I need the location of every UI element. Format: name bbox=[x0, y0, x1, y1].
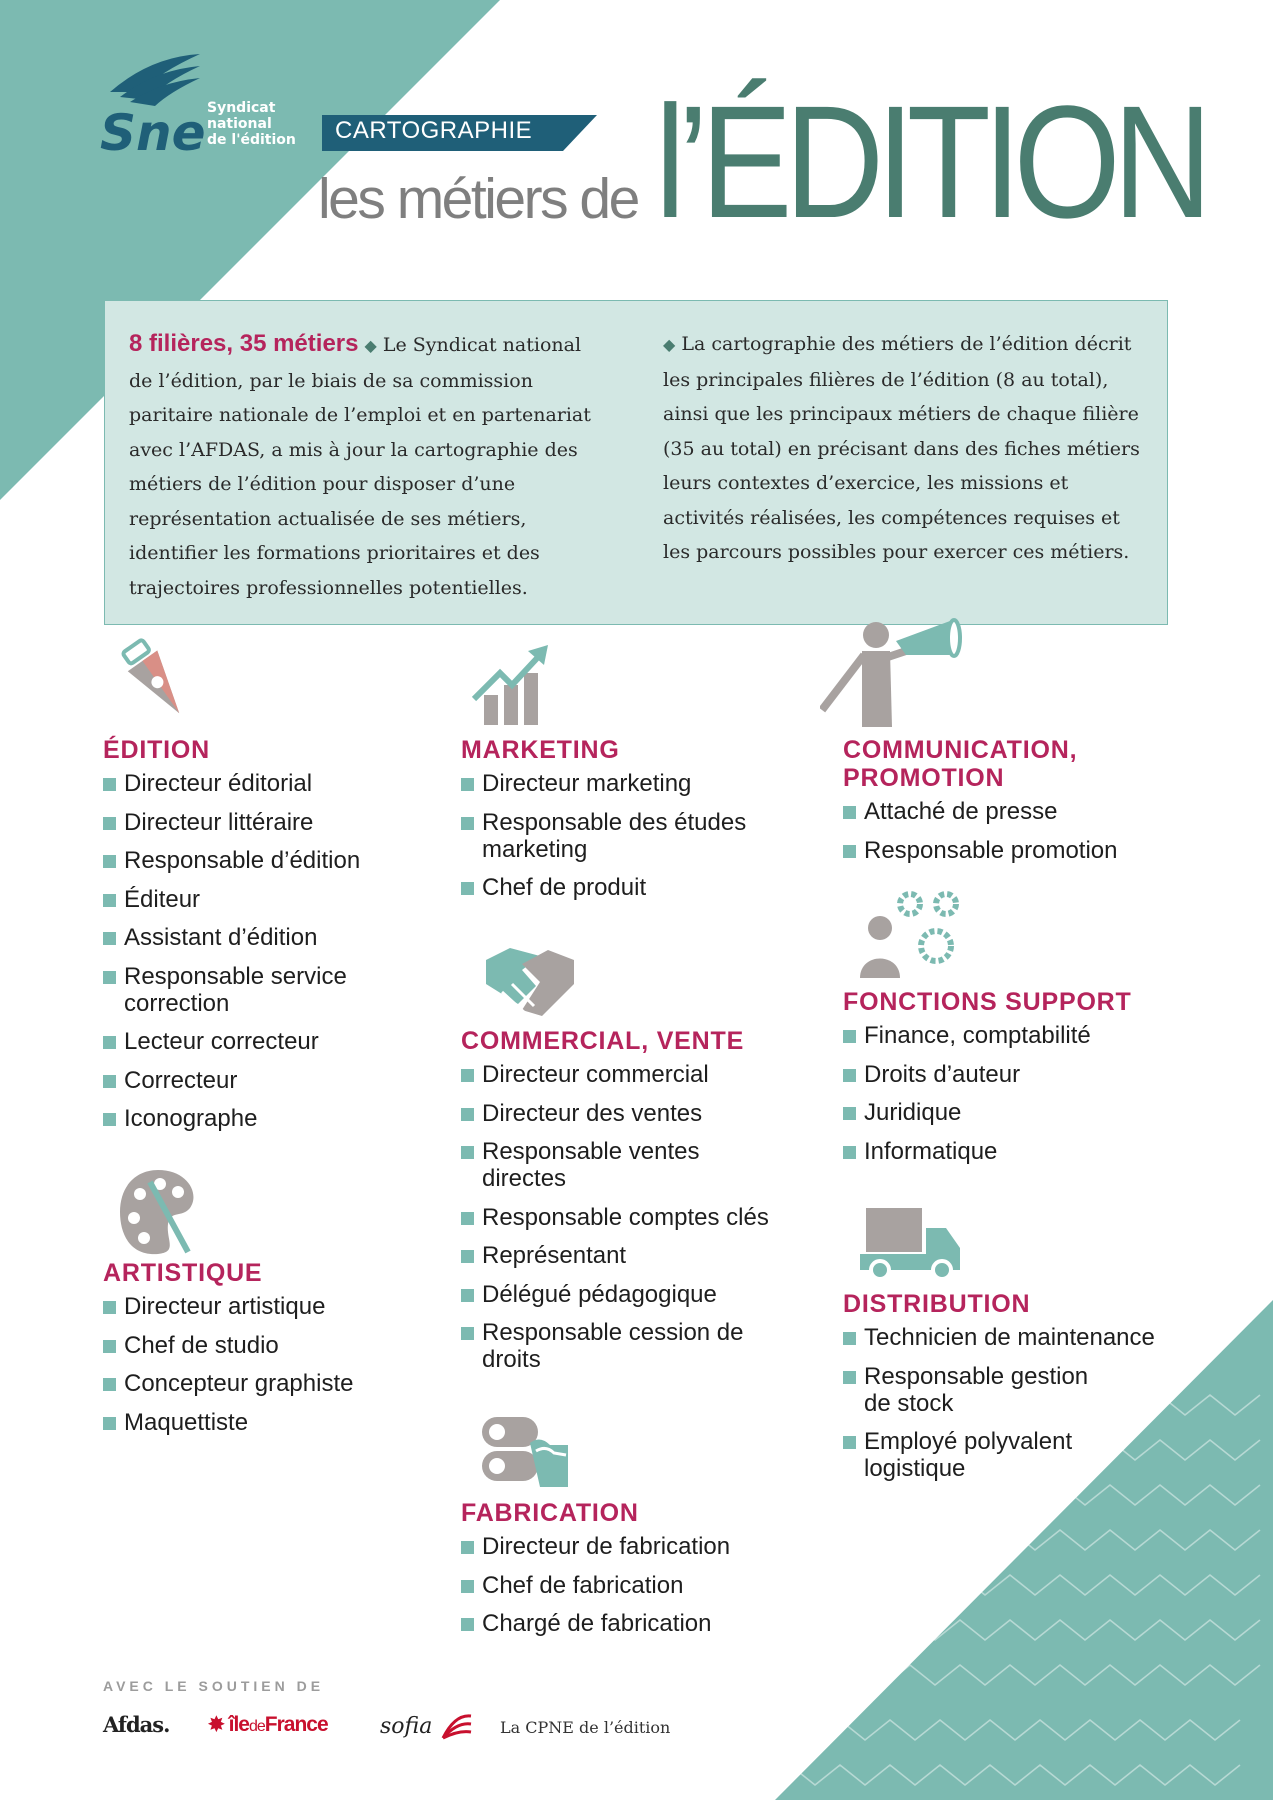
list-item: Responsable service correction bbox=[103, 963, 374, 1017]
list-item: Responsable promotion bbox=[843, 837, 1143, 864]
category-title: COMMERCIAL, VENTE bbox=[461, 1027, 745, 1055]
logo-mark-text: Sne bbox=[100, 104, 206, 162]
list-item: Lecteur correcteur bbox=[103, 1028, 433, 1055]
category-commercial bbox=[461, 1027, 801, 1385]
list-item: Finance, comptabilité bbox=[843, 1022, 1143, 1049]
handshake-icon bbox=[482, 940, 578, 1020]
category-communication bbox=[843, 736, 1143, 875]
list-item: Directeur marketing bbox=[461, 770, 801, 797]
list-item: Directeur littéraire bbox=[103, 809, 433, 836]
category-title: ARTISTIQUE bbox=[103, 1259, 263, 1287]
logo-line: de l'édition bbox=[207, 132, 296, 148]
intro-right bbox=[663, 327, 1143, 570]
logo-text bbox=[207, 100, 307, 148]
job-list bbox=[103, 1293, 433, 1436]
list-item: Informatique bbox=[843, 1138, 1143, 1165]
list-item: Responsable comptes clés bbox=[461, 1204, 801, 1231]
list-item: Chef de produit bbox=[461, 874, 801, 901]
truck-icon bbox=[860, 1208, 964, 1280]
intro-left-text: Le Syndicat national de l’édition, par le biais de sa commission paritaire nationale de l’emploi et en partenariat avec l’AFDAS, a mis à jour la cartographie des métiers de l’édition pour disposer d’une représentation actualisée de ses métiers, identifier les formations prioritaires et des trajectoires professionnelles potentielles. bbox=[129, 334, 591, 599]
category-title: FABRICATION bbox=[461, 1499, 639, 1527]
list-item: Iconographe bbox=[103, 1105, 433, 1132]
intro-right-text: La cartographie des métiers de l’édition décrit les principales filières de l’édition (8 au total), ainsi que les principaux métiers de chaque filière (35 au total) en précisant dans des fiches métiers leurs contextes d’exercice, les missions et activités réalisées, les compétences requises et les parcours possibles pour exercer ces métiers. bbox=[663, 333, 1140, 563]
logo-line: national bbox=[207, 116, 272, 132]
ile-de-france-logo bbox=[208, 1712, 328, 1737]
job-list bbox=[461, 770, 801, 901]
star-icon: ✸ bbox=[208, 1714, 224, 1736]
list-item: Correcteur bbox=[103, 1067, 433, 1094]
logo-line: Syndicat bbox=[207, 100, 276, 116]
intro-box bbox=[104, 300, 1168, 625]
job-list bbox=[843, 1324, 1173, 1482]
sofia-logo bbox=[380, 1712, 473, 1742]
category-distribution bbox=[843, 1290, 1173, 1494]
list-item: Assistant d’édition bbox=[103, 924, 433, 951]
list-item: Chargé de fabrication bbox=[461, 1610, 801, 1637]
list-item: Directeur artistique bbox=[103, 1293, 433, 1320]
list-item: Responsable gestion de stock bbox=[843, 1363, 1114, 1417]
category-title: DISTRIBUTION bbox=[843, 1290, 1031, 1318]
list-item: Chef de studio bbox=[103, 1332, 433, 1359]
intro-lead: 8 filières, 35 métiers bbox=[129, 330, 359, 357]
category-edition bbox=[103, 736, 433, 1144]
idf-part: France bbox=[264, 1713, 328, 1736]
idf-part: de bbox=[248, 1718, 265, 1735]
diamond-icon: ◆ bbox=[364, 336, 377, 355]
list-item: Employé polyvalent logistique bbox=[843, 1428, 1114, 1482]
fountain-pen-icon bbox=[118, 638, 198, 728]
category-fabrication bbox=[461, 1499, 801, 1649]
intro-left bbox=[129, 327, 609, 605]
list-item: Technicien de maintenance bbox=[843, 1324, 1173, 1351]
list-item: Droits d’auteur bbox=[843, 1061, 1143, 1088]
list-item: Chef de fabrication bbox=[461, 1572, 801, 1599]
list-item: Directeur éditorial bbox=[103, 770, 433, 797]
printing-rollers-icon bbox=[480, 1415, 572, 1491]
cartographie-label: CARTOGRAPHIE bbox=[335, 117, 533, 144]
job-list bbox=[843, 1022, 1143, 1165]
category-title: FONCTIONS SUPPORT bbox=[843, 988, 1132, 1016]
support-label: AVEC LE SOUTIEN DE bbox=[103, 1678, 325, 1694]
category-artistique bbox=[103, 1259, 433, 1447]
list-item: Responsable cession de droits bbox=[461, 1319, 752, 1373]
list-item: Délégué pédagogique bbox=[461, 1281, 801, 1308]
job-list bbox=[461, 1533, 801, 1637]
category-title: COMMUNICATION, PROMOTION bbox=[843, 736, 1078, 792]
category-title: MARKETING bbox=[461, 736, 620, 764]
idf-part: île bbox=[228, 1713, 249, 1736]
megaphone-person-icon bbox=[820, 615, 965, 727]
growth-chart-icon bbox=[470, 645, 560, 725]
list-item: Juridique bbox=[843, 1099, 1143, 1126]
job-list bbox=[461, 1061, 801, 1373]
category-marketing bbox=[461, 736, 801, 913]
gears-person-icon bbox=[858, 888, 968, 980]
sofia-mark-icon bbox=[439, 1712, 473, 1742]
list-item: Responsable ventes directes bbox=[461, 1138, 732, 1192]
cpne-logo: La CPNE de l’édition bbox=[500, 1718, 671, 1737]
list-item: Responsable d’édition bbox=[103, 847, 433, 874]
list-item: Concepteur graphiste bbox=[103, 1370, 433, 1397]
list-item: Directeur commercial bbox=[461, 1061, 801, 1088]
afdas-logo: Afdas. bbox=[103, 1712, 170, 1737]
list-item: Responsable des études marketing bbox=[461, 809, 782, 863]
page-title: l’ÉDITION bbox=[655, 72, 1205, 251]
list-item: Directeur des ventes bbox=[461, 1100, 801, 1127]
list-item: Directeur de fabrication bbox=[461, 1533, 801, 1560]
list-item: Maquettiste bbox=[103, 1409, 433, 1436]
category-title: ÉDITION bbox=[103, 736, 210, 764]
category-support bbox=[843, 988, 1143, 1176]
title-prefix: les métiers de bbox=[318, 167, 638, 231]
list-item: Éditeur bbox=[103, 886, 433, 913]
sofia-text: sofia bbox=[380, 1714, 433, 1739]
job-list bbox=[843, 798, 1143, 864]
list-item: Attaché de presse bbox=[843, 798, 1143, 825]
palette-icon bbox=[118, 1168, 200, 1258]
diamond-icon: ◆ bbox=[663, 335, 676, 354]
job-list bbox=[103, 770, 433, 1132]
list-item: Représentant bbox=[461, 1242, 801, 1269]
